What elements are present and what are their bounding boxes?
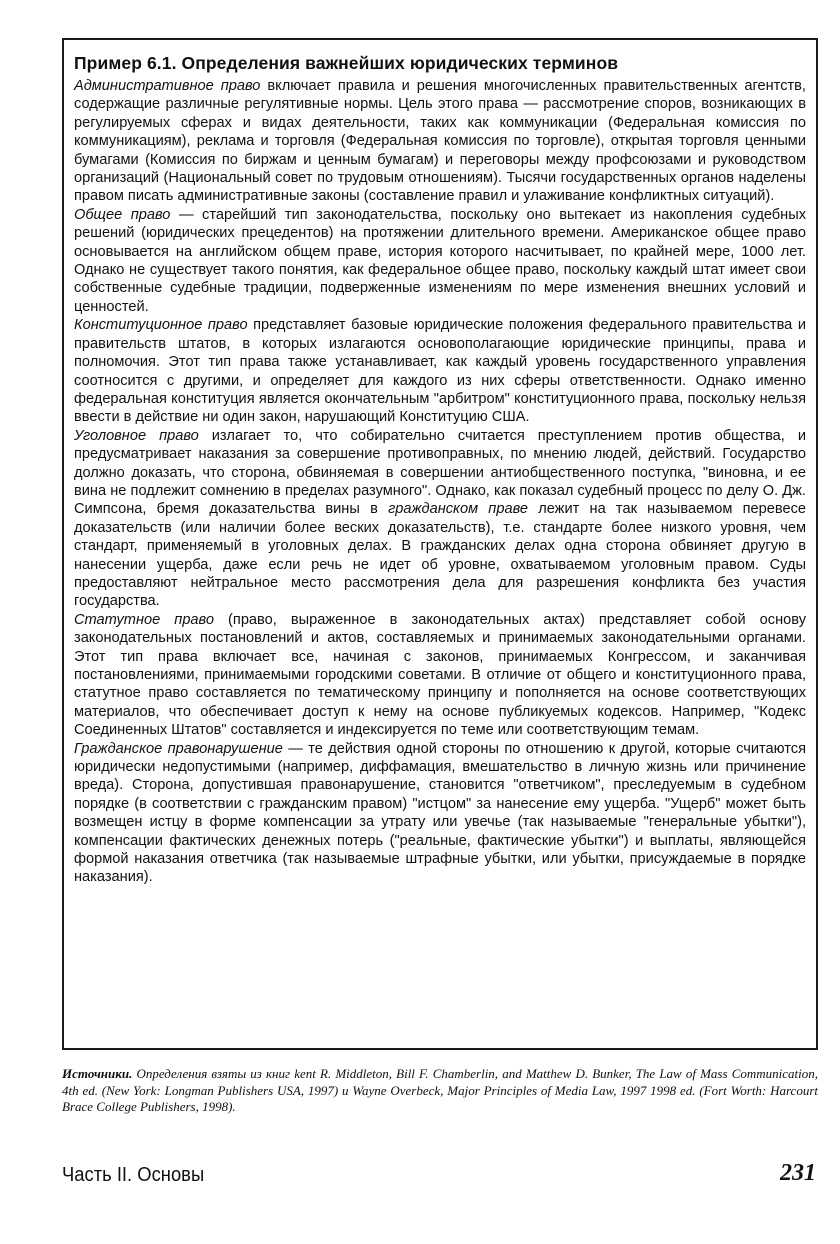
- box-title: Пример 6.1. Определения важнейших юридических терминов: [74, 53, 619, 73]
- entry-administrative-law: [74, 77, 806, 206]
- definition-constitutional-law: представляет базовые юридические положения федерального правительства и правительств штатов, в которых излагаются основополагающие юридические принципы, права и полномочия. Этот тип права также устанавливает, как каждый уровень государственного управления соотносится с другими, и определяет для каждого из них сферы ответственности. Однако именно федеральная конституция является окончательным "арбитром" конституционного права, поскольку нельзя ввести в действие ни один закон, нарушающий Конституцию США.: [74, 317, 806, 426]
- definition-criminal-law: излагает то, что собирательно считается преступлением против общества, и предусматривает наказания за совершение противоправных, по мнению людей, действий. Государство должно доказать, что сторона, обвиняемая в совершении антиобщественного поступка, "виновна, и ее вина не подлежит сомнению в пределах разумного". Однако, как показал судебный процесс по делу О. Дж. Симпсона, бремя доказательства вины в: [74, 427, 806, 518]
- term-constitutional-law: Конституционное право: [74, 317, 248, 334]
- term-tort: Гражданское правонарушение: [74, 740, 283, 757]
- entry-statutory-law: [74, 611, 806, 740]
- term-civil-law: гражданском праве: [388, 501, 528, 518]
- sources-label: Источники.: [62, 1066, 133, 1081]
- section-footer: Часть II. Основы: [62, 1164, 205, 1186]
- sources-note: [62, 1066, 818, 1116]
- entry-common-law: [74, 206, 806, 316]
- page-number: 231: [780, 1160, 816, 1186]
- term-statutory-law: Статутное право: [74, 611, 214, 628]
- definition-common-law: — старейший тип законодательства, поскольку оно вытекает из накопления судебных решений (юридических прецедентов) на протяжении длительного времени. Американское общее право основывается на английском общем праве, история которого насчитывает, по крайней мере, 1000 лет. Однако не существует такого понятия, как федеральное общее право, поскольку каждый штат имеет свои собственные судебные традиции, подверженные изменениям по мере изменения внешних условий и ценностей.: [74, 206, 806, 315]
- definition-statutory-law: (право, выраженное в законодательных актах) представляет собой основу законодательных постановлений и актов, составляемых и принимаемых законодательными органами. Этот тип права включает все, начиная с законов, принимаемых Конгрессом, и заканчивая постановлениями, принимаемыми городскими советами. В отличие от общего и конституционного права, статутное право составляется по тематическому принципу и пополняется на основе соответствующих материалов, что обеспечивает доступ к нему на основе публикуемых кодексов. Например, "Кодекс Соединенных Штатов" составляется и индексируется по теме или соответствующим темам.: [74, 611, 806, 739]
- sources-text: Определения взяты из книг kent R. Middleton, Bill F. Chamberlin, and Matthew D. Bunker, The Law of Mass Communication, 4th ed. (New York: Longman Publishers USA, 1997) и Wayne Overbeck, Major Principles of Media Law, 1997 1998 ed. (Fort Worth: Harcourt Brace College Publishers, 1998).: [62, 1066, 818, 1114]
- term-common-law: Общее право: [74, 206, 171, 223]
- definition-administrative-law: включает правила и решения многочисленных правительственных агентств, содержащие различные регулятивные нормы. Цель этого права — рассмотрение споров, возникающих в регулируемых сферах и видах деятельности, таких как коммуникации (Федеральная комиссия по коммуникациям), реклама и торговля (Федеральная комиссия по торговле), открытая торговля ценными бумагами (Комиссия по биржам и ценным бумагам) и переговоры между профсоюзами и руководством организаций (Национальный совет по трудовым отношениям). Тысячи государственных органов наделены правом писать административные законы (составление правил и улаживание конфликтных ситуаций).: [74, 78, 806, 205]
- entry-tort: [74, 740, 806, 887]
- example-box: [62, 38, 818, 1050]
- entry-criminal-law: [74, 427, 806, 611]
- definition-tort: — те действия одной стороны по отношению к другой, которые считаются юридически недопустимыми (например, диффамация, вмешательство в личную жизнь или причинение вреда). Сторона, допустившая правонарушение, становится "ответчиком", преследуемым в судебном порядке (в соответствии с гражданским правом) "истцом" за нанесение ему ущерба. "Ущерб" может быть возмещен истцу в форме компенсации за утрату или увечье (так называемые "генеральные убытки"), компенсации фактических денежных потерь ("реальные, фактические убытки") и выплаты, являющейся формой наказания ответчика (так называемые штрафные убытки, или убытки, присуждаемые в порядке наказания).: [74, 740, 806, 886]
- term-criminal-law: Уголовное право: [74, 427, 199, 444]
- entry-constitutional-law: [74, 316, 806, 426]
- definition-civil-law: лежит на так называемом перевесе доказательств (или наличии более веских доказательств), т.е. стандарте более низкого уровня, чем стандарт, применяемый в уголовных делах. В гражданских делах одна сторона обвиняет другую в нанесении ущерба, даже если речь не идет об уровне, охватываемом уголовным правом. Суды предоставляют нейтральное место рассмотрения дела для разрешения конфликта без участия государства.: [74, 501, 806, 610]
- term-administrative-law: Административное право: [74, 78, 261, 94]
